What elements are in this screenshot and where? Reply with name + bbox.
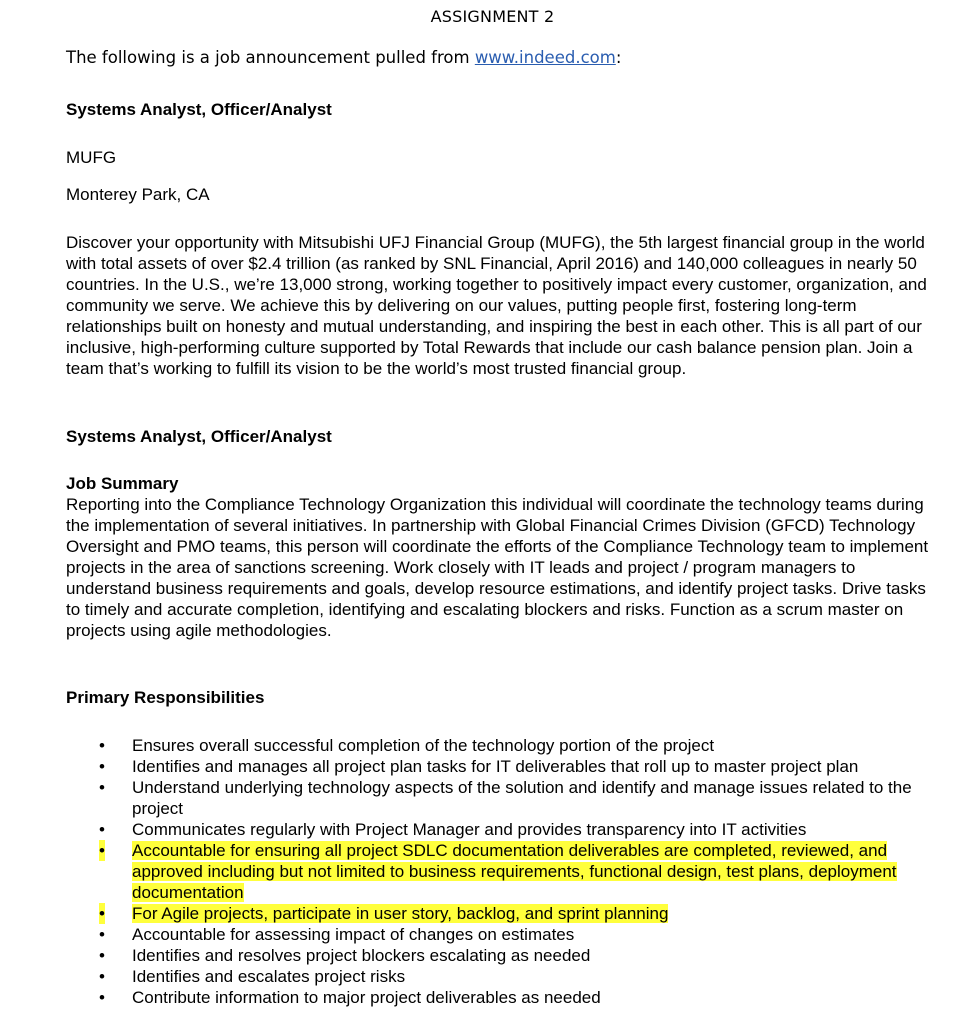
- company-description: Discover your opportunity with Mitsubishi UFJ Financial Group (MUFG), the 5th largest financial group in the world with total assets of over $2.4 trillion (as ranked by SNL Financial, April 2016) and 140,000 colleagues in nearly 50 countries. In the U.S., we’re 13,000 strong, working together to positively impact every customer, organization, and community we serve. We achieve this by delivering on our values, putting people first, fostering long-term relationships built on honesty and mutual understanding, and inspiring the best in each other. This is all part of our inclusive, high-performing culture supported by Total Rewards that include our cash balance pension plan. Join a team that’s working to fulfill its vision to be the world’s most trusted financial group.: [66, 233, 927, 378]
- list-item: [66, 819, 946, 840]
- document-title: ASSIGNMENT 2: [430, 7, 555, 26]
- list-item: [66, 756, 946, 777]
- bullet-marker: •: [99, 925, 105, 944]
- list-item-text: Identifies and resolves project blockers escalating as needed: [132, 946, 591, 965]
- list-item: [66, 945, 946, 966]
- job-title-repeat: Systems Analyst, Officer/Analyst: [66, 427, 332, 446]
- list-item: [66, 966, 946, 987]
- list-item-text: Understand underlying technology aspects of the solution and identify and manage issues related to the project: [132, 778, 912, 818]
- list-item-text: Identifies and escalates project risks: [132, 967, 406, 986]
- list-item: [66, 777, 946, 819]
- job-location: Monterey Park, CA: [66, 185, 210, 204]
- list-item: [66, 987, 946, 1008]
- list-item-text: Communicates regularly with Project Manager and provides transparency into IT activities: [132, 820, 807, 839]
- bullet-marker: •: [99, 736, 105, 755]
- list-item-highlighted: [66, 903, 946, 924]
- intro-colon: :: [615, 48, 622, 67]
- responsibilities-list: [66, 735, 946, 1008]
- list-item-text: Identifies and manages all project plan tasks for IT deliverables that roll up to master project plan: [132, 757, 859, 776]
- list-item-text: Contribute information to major project deliverables as needed: [132, 988, 601, 1007]
- bullet-marker: •: [99, 904, 105, 923]
- company-name: MUFG: [66, 148, 117, 167]
- bullet-marker: •: [99, 820, 105, 839]
- bullet-marker: •: [99, 841, 105, 860]
- job-summary-text: Reporting into the Compliance Technology Organization this individual will coordinate the technology teams during the implementation of several initiatives. In partnership with Global Financial Crimes Division (GFCD) Technology Oversight and PMO teams, this person will coordinate the efforts of the Compliance Technology team to implement projects in the area of sanctions screening. Work closely with IT leads and project / program managers to understand business requirements and goals, develop resource estimations, and identify project tasks. Drive tasks to timely and accurate completion, identifying and escalating blockers and risks. Function as a scrum master on projects using agile methodologies.: [66, 495, 929, 640]
- list-item-text: Accountable for ensuring all project SDLC documentation deliverables are completed, reviewed, and approved including but not limited to business requirements, functional design, test plans, deployment documentation: [132, 841, 897, 902]
- bullet-marker: •: [99, 946, 105, 965]
- list-item-text: For Agile projects, participate in user story, backlog, and sprint planning: [132, 904, 669, 923]
- indeed-link[interactable]: www.indeed.com: [474, 48, 616, 67]
- bullet-marker: •: [99, 778, 105, 797]
- intro-text: The following is a job announcement pulled from: [66, 48, 475, 67]
- responsibilities-heading: Primary Responsibilities: [66, 688, 265, 707]
- intro-line: [66, 48, 621, 67]
- list-item: [66, 735, 946, 756]
- bullet-marker: •: [99, 988, 105, 1007]
- list-item-text: Accountable for assessing impact of changes on estimates: [132, 925, 575, 944]
- list-item: [66, 924, 946, 945]
- job-summary-heading: Job Summary: [66, 474, 179, 493]
- bullet-marker: •: [99, 757, 105, 776]
- job-title-heading: Systems Analyst, Officer/Analyst: [66, 100, 332, 119]
- list-item-text: Ensures overall successful completion of the technology portion of the project: [132, 736, 715, 755]
- bullet-marker: •: [99, 967, 105, 986]
- list-item-highlighted: [66, 840, 946, 903]
